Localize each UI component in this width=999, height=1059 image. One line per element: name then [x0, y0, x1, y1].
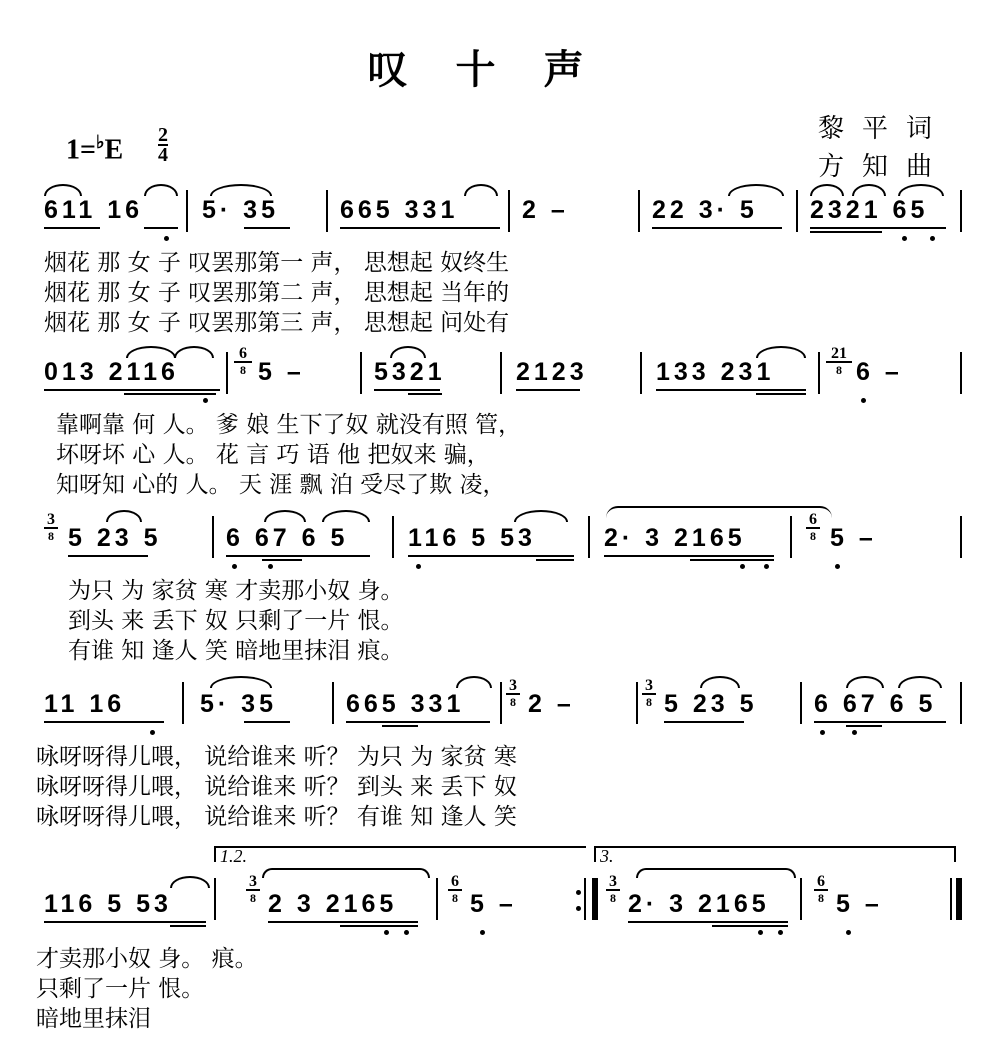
- time-signature: [158, 126, 168, 164]
- lyricist-credit: 黎平词: [818, 114, 951, 144]
- song-title: 叹十声: [367, 47, 632, 93]
- time-change-3-8-r5b: [606, 874, 620, 906]
- volta-3-label: 3.: [600, 846, 614, 866]
- measure-4-3: 665 331: [346, 690, 465, 718]
- measure-2-3: 5321: [374, 358, 446, 386]
- time-change-denominator: 8: [646, 695, 652, 709]
- time-change-3-8-r4a: [506, 678, 520, 710]
- measure-4-5: 5 23 5: [664, 690, 758, 718]
- time-change-denominator: 8: [240, 363, 246, 377]
- measure-5-2: 2 3 2165: [268, 890, 398, 918]
- measure-3-5: 5 –: [830, 524, 877, 552]
- measure-1-3: 665 331: [340, 196, 459, 224]
- lyric-1-2: 烟花 那 女 子 叹罢那第二 声， 思想起 当年的: [44, 280, 510, 306]
- measure-2-2: 5 –: [258, 358, 305, 386]
- measure-5-3: 5 –: [470, 890, 517, 918]
- time-change-denominator: 8: [250, 891, 256, 905]
- time-change-denominator: 8: [510, 695, 516, 709]
- time-denominator: 4: [158, 144, 168, 166]
- time-change-denominator: 8: [810, 529, 816, 543]
- measure-1-5: 22 3· 5: [652, 196, 758, 224]
- time-change-denominator: 8: [818, 891, 824, 905]
- measure-2-6: 6 –: [856, 358, 903, 386]
- lyric-1-3: 烟花 那 女 子 叹罢那第三 声， 思想起 问处有: [44, 310, 510, 336]
- lyric-5-1: 才卖那小奴 身。 痕。: [36, 946, 258, 972]
- time-change-numerator: 3: [44, 512, 58, 529]
- lyric-2-1: 靠啊靠 何 人。 爹 娘 生下了奴 就没有照 管，: [56, 412, 522, 438]
- lyric-2-3: 知呀知 心的 人。 天 涯 飘 泊 受尽了欺 凌，: [56, 472, 506, 498]
- lyric-4-1: 咏呀呀得儿喂， 说给谁来 听？ 为只 为 家贫 寒: [36, 744, 517, 770]
- lyric-3-2: 到头 来 丢下 奴 只剩了一片 恨。: [68, 608, 404, 634]
- key-prefix: 1=: [66, 134, 96, 166]
- composer-credit: 方知曲: [818, 152, 951, 182]
- key-note: E: [104, 134, 124, 166]
- measure-4-1: 11 16: [44, 690, 126, 718]
- measure-1-4: 2 –: [522, 196, 569, 224]
- flat-sign: ♭: [95, 132, 105, 152]
- volta-1-2-label: 1.2.: [220, 846, 247, 866]
- time-change-3-8: [44, 512, 58, 544]
- measure-5-5: 5 –: [836, 890, 883, 918]
- time-numerator: 2: [158, 124, 168, 146]
- lyric-4-2: 咏呀呀得儿喂， 说给谁来 听？ 到头 来 丢下 奴: [36, 774, 517, 800]
- time-change-numerator: 6: [448, 874, 462, 891]
- measure-5-1: 116 5 53: [44, 890, 172, 918]
- lyric-4-3: 咏呀呀得儿喂， 说给谁来 听？ 有谁 知 逢人 笑: [36, 804, 517, 830]
- time-change-6-8b: [806, 512, 820, 544]
- measure-4-6: 6 67 6 5: [814, 690, 937, 718]
- measure-3-3: 116 5 53: [408, 524, 536, 552]
- time-change-3-8-r5a: [246, 874, 260, 906]
- time-change-3-8-r4b: [642, 678, 656, 710]
- time-change-numerator: 3: [606, 874, 620, 891]
- measure-1-6: 2321 65: [810, 196, 929, 224]
- lyric-1-1: 烟花 那 女 子 叹罢那第一 声， 思想起 奴终生: [44, 250, 510, 276]
- lyric-3-3: 有谁 知 逢人 笑 暗地里抹泪 痕。: [68, 638, 404, 664]
- measure-4-4: 2 –: [528, 690, 575, 718]
- time-change-numerator: 21: [826, 346, 852, 363]
- time-change-numerator: 6: [806, 512, 820, 529]
- lyric-2-2: 坏呀坏 心 人。 花 言 巧 语 他 把奴来 骗，: [56, 442, 490, 468]
- measure-2-4: 2123: [516, 358, 588, 386]
- measure-2-1: 013 2116: [44, 358, 179, 386]
- measure-1-1: 611 16: [44, 196, 144, 224]
- time-change-6-8-r5b: [814, 874, 828, 906]
- lyric-3-1: 为只 为 家贫 寒 才卖那小奴 身。: [68, 578, 404, 604]
- time-change-numerator: 3: [506, 678, 520, 695]
- measure-3-2: 6 67 6 5: [226, 524, 349, 552]
- measure-2-5: 133 231: [656, 358, 775, 386]
- measure-3-1: 5 23 5: [68, 524, 162, 552]
- measure-4-2: 5· 35: [200, 690, 277, 718]
- volta-1-2: [214, 846, 586, 862]
- time-change-denominator: 8: [610, 891, 616, 905]
- time-change-denominator: 8: [836, 363, 842, 377]
- time-change-numerator: 3: [246, 874, 260, 891]
- measure-3-4: 2· 3 2165: [604, 524, 746, 552]
- time-change-denominator: 8: [48, 529, 54, 543]
- time-change-numerator: 3: [642, 678, 656, 695]
- measure-1-2: 5· 35: [202, 196, 279, 224]
- time-change-numerator: 6: [234, 346, 252, 363]
- lyric-5-3: 暗地里抹泪: [36, 1006, 151, 1032]
- key-signature: [66, 132, 123, 166]
- time-change-21-8: [826, 346, 852, 378]
- lyric-5-2: 只剩了一片 恨。: [36, 976, 205, 1002]
- time-change-6-8-r5a: [448, 874, 462, 906]
- time-change-numerator: 6: [814, 874, 828, 891]
- measure-5-4: 2· 3 2165: [628, 890, 770, 918]
- time-change-6-8: [234, 346, 252, 378]
- volta-3: [594, 846, 956, 862]
- time-change-denominator: 8: [452, 891, 458, 905]
